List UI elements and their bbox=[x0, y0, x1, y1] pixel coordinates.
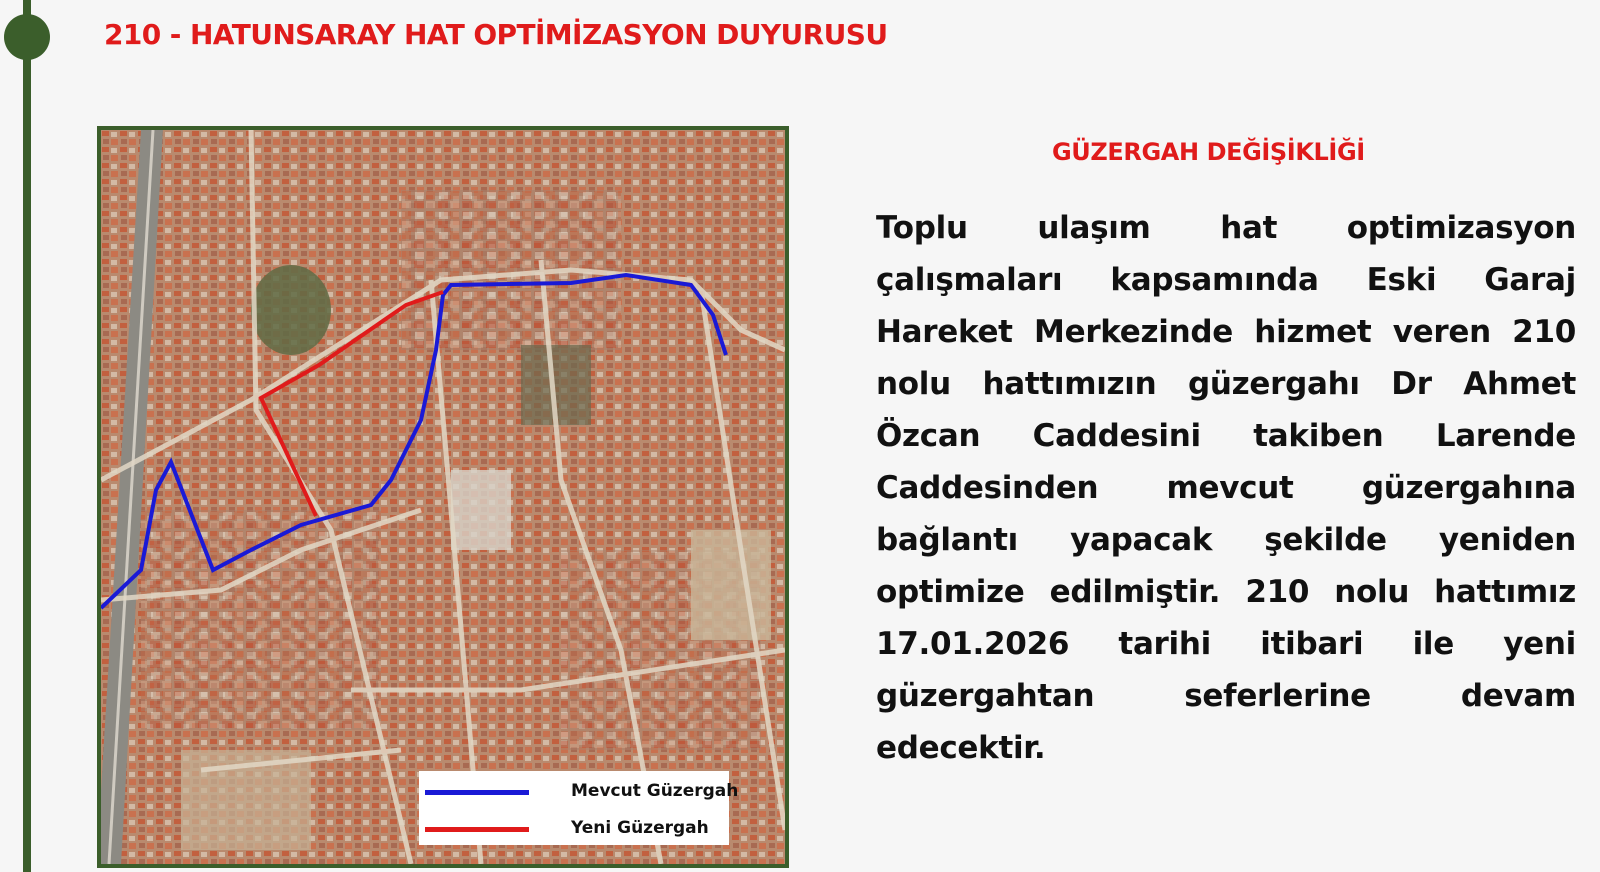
route-map bbox=[97, 126, 789, 868]
page-title: 210 - HATUNSARAY HAT OPTİMİZASYON DUYURUSU bbox=[104, 18, 888, 51]
legend-item-new-route bbox=[419, 814, 729, 844]
new-route-swatch bbox=[425, 827, 529, 832]
legend-item-current-route bbox=[419, 777, 739, 807]
map-legend bbox=[419, 771, 739, 845]
left-accent-rule bbox=[23, 0, 31, 872]
current-route-swatch bbox=[425, 790, 529, 795]
section-title: GÜZERGAH DEĞİŞİKLİĞİ bbox=[1052, 138, 1365, 166]
accent-dot bbox=[4, 14, 50, 60]
announcement-text: Toplu ulaşım hat optimizasyon çalışmaları kapsamında Eski Garaj Hareket Merkezinde hizmet veren 210 nolu hattımızın güzergahı Dr Ahmet Özcan Caddesini takiben Larende Caddesinden mevcut güzergahına bağlantı yapacak şekilde yeniden optimize edilmiştir. 210 nolu hattımız 17.01.2026 tarihi itibari ile yeni güzergahtan seferlerine devam edecektir. bbox=[876, 210, 1576, 766]
legend-label-current-route: Mevcut Güzergah bbox=[571, 781, 739, 801]
satellite-map-image bbox=[101, 130, 785, 864]
legend-label-new-route: Yeni Güzergah bbox=[571, 818, 709, 838]
